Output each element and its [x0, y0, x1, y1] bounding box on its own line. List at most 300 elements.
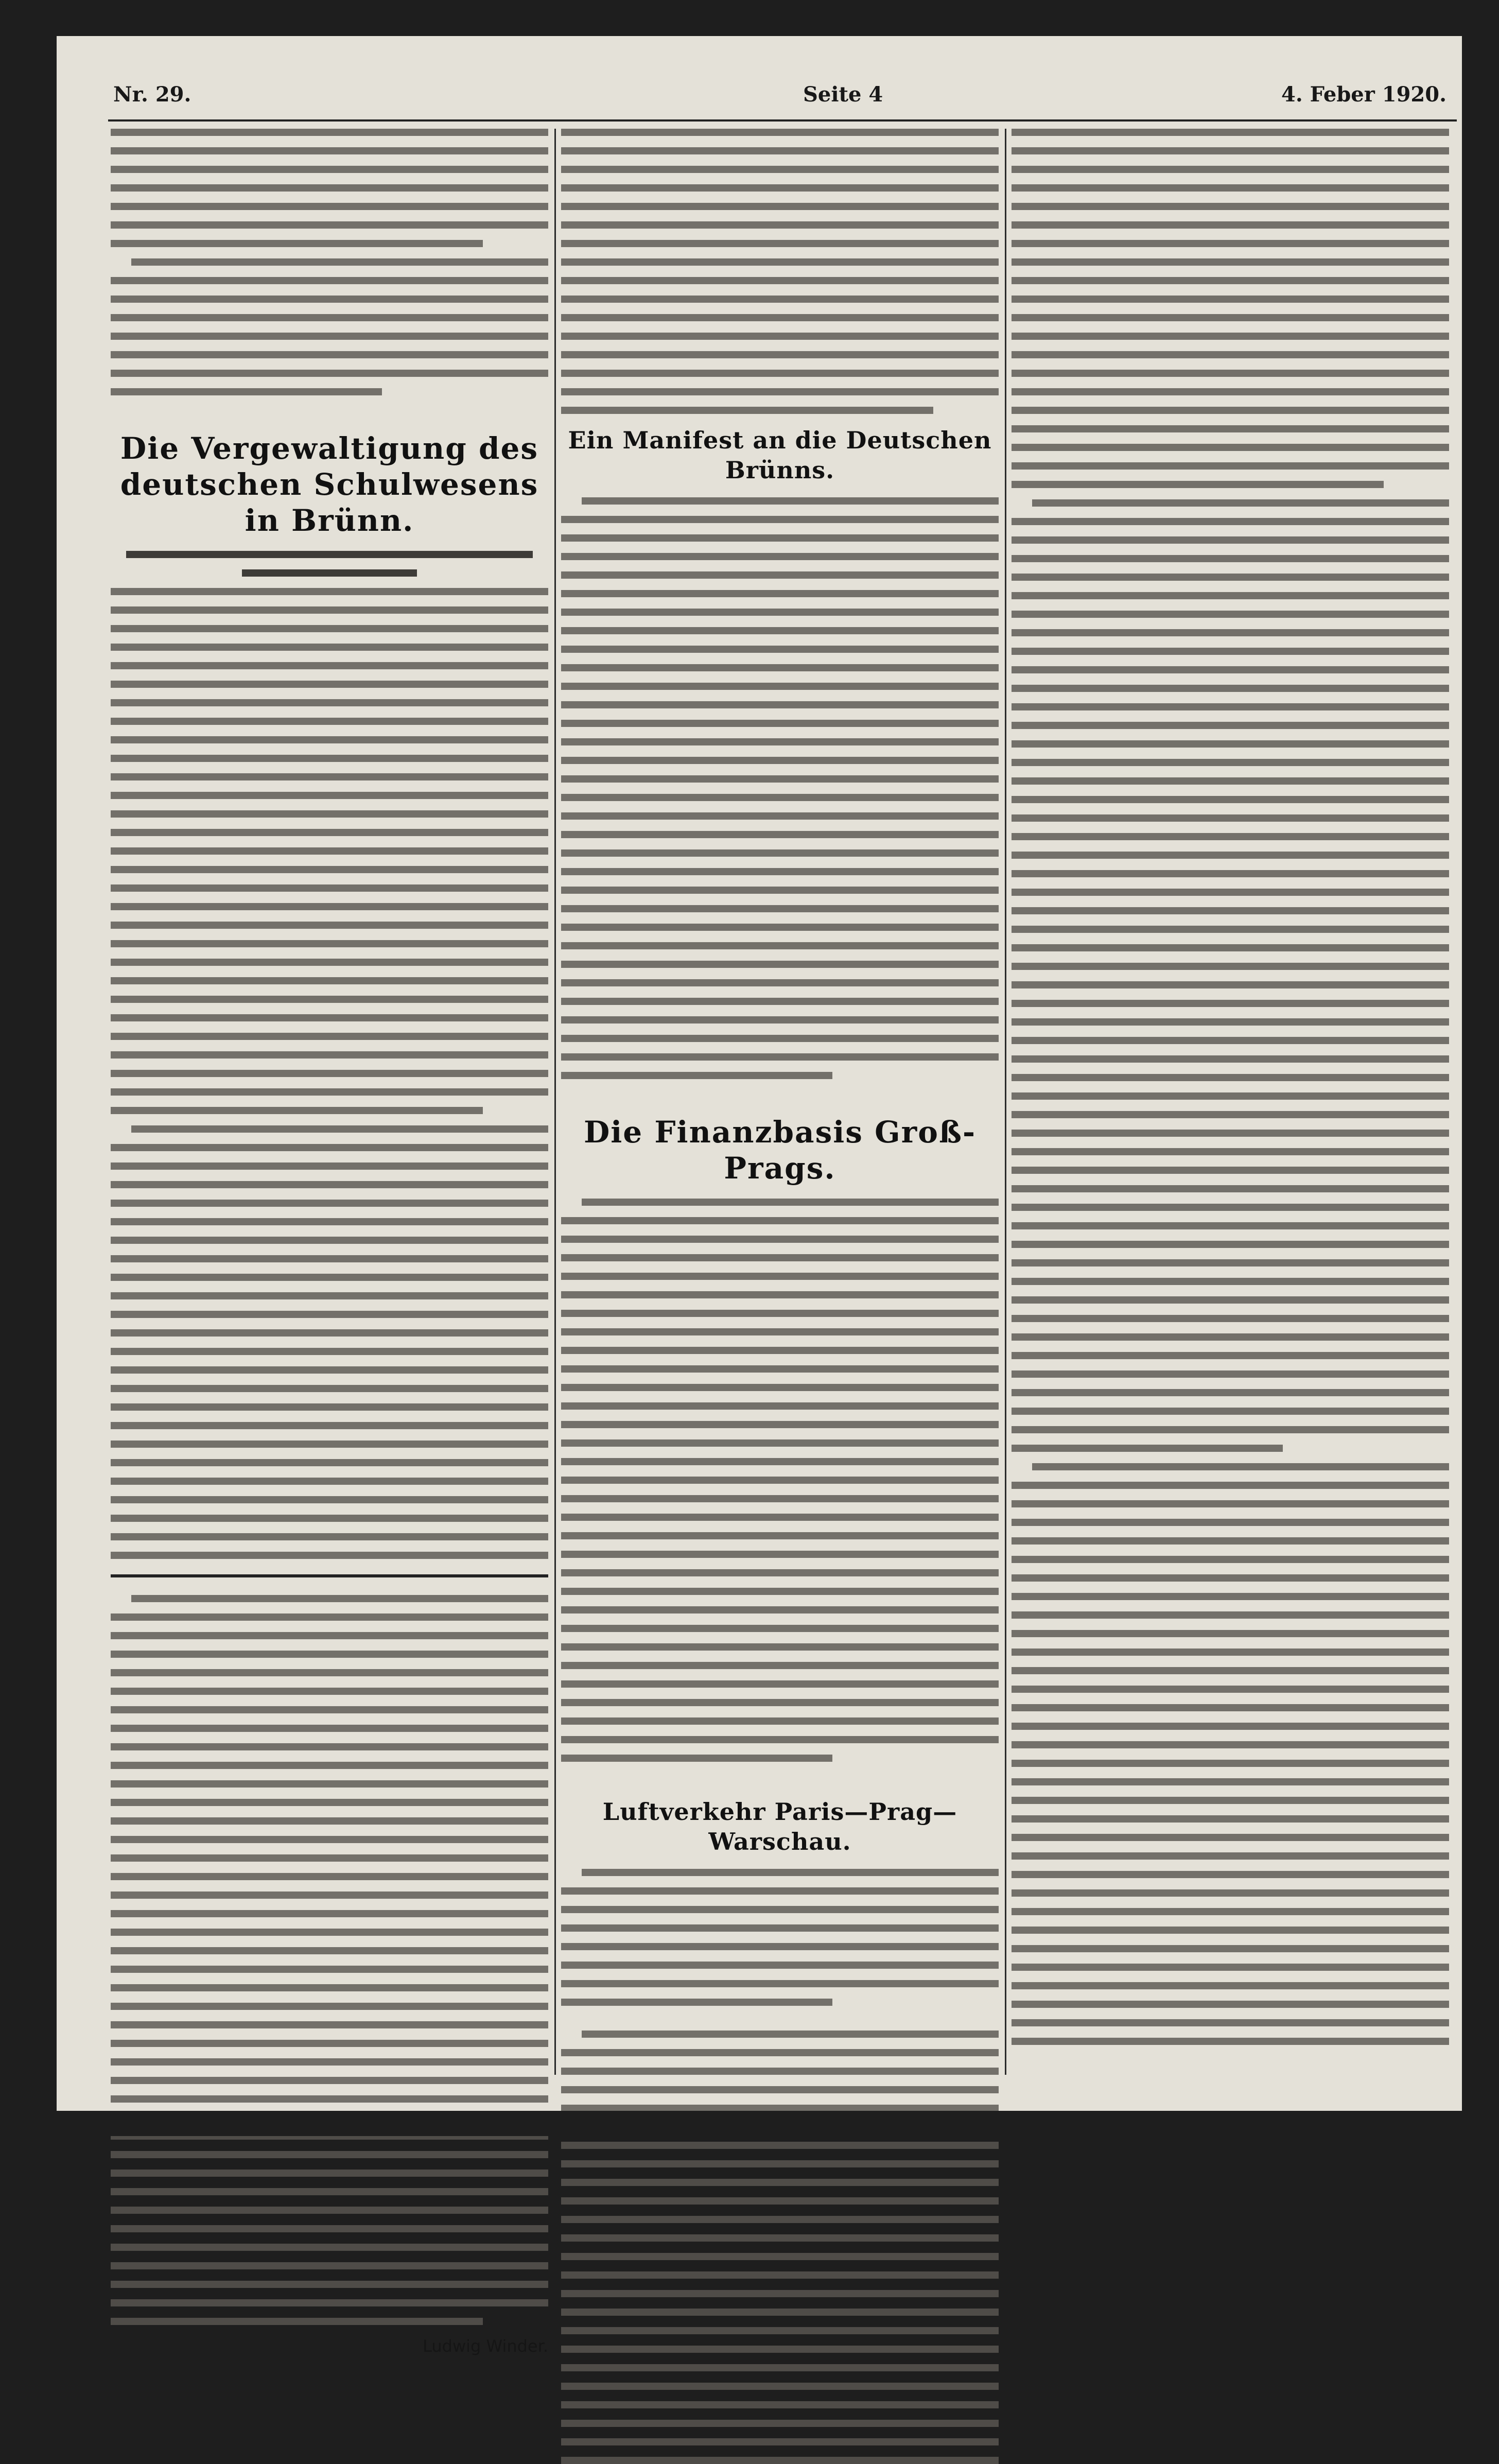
text-line [1012, 1593, 1449, 1600]
text-line [561, 1273, 999, 1280]
text-line [111, 996, 548, 1003]
text-line [1012, 1130, 1449, 1137]
text-line [561, 1402, 999, 1410]
text-line [111, 1329, 548, 1337]
text-line [1012, 1482, 1449, 1489]
text-line [1012, 1389, 1449, 1396]
text-line [111, 1292, 548, 1299]
text-line [561, 1980, 999, 1987]
text-line [126, 551, 533, 558]
text-line [1012, 1741, 1449, 1748]
text-line [1012, 258, 1449, 266]
text-line [111, 296, 548, 303]
text-line [1012, 444, 1449, 451]
text-line [111, 2151, 548, 2158]
text-line [561, 534, 999, 542]
text-line [561, 664, 999, 671]
text-line [131, 258, 548, 266]
text-line [111, 1688, 548, 1695]
text-line [1012, 1370, 1449, 1378]
text-line [561, 1569, 999, 1576]
column-3 [1012, 129, 1449, 2075]
scan-margin [57, 2111, 1462, 2136]
text-line [111, 2040, 548, 2047]
text-line [111, 681, 548, 688]
text-line [561, 1310, 999, 1317]
text-line [111, 1441, 548, 1448]
text-line [561, 979, 999, 986]
issue-date: 4. Feber 1920. [1281, 82, 1446, 107]
text-line [561, 1662, 999, 1669]
text-line [1012, 1000, 1449, 1007]
text-line [1012, 926, 1449, 933]
text-line [1012, 1611, 1449, 1619]
text-line [111, 203, 548, 210]
text-line [582, 1869, 999, 1876]
text-line [111, 922, 548, 929]
text-line [561, 1999, 832, 2006]
text-line [111, 1762, 548, 1769]
text-line [111, 1014, 548, 1021]
text-line [1012, 1408, 1449, 1415]
text-line [111, 388, 382, 395]
text-line [1012, 1241, 1449, 1248]
text-line [561, 720, 999, 727]
text-line [561, 1347, 999, 1354]
text-line [561, 2234, 999, 2242]
text-line [111, 1910, 548, 1917]
text-line [561, 757, 999, 764]
text-line [111, 1255, 548, 1262]
text-line [111, 221, 548, 229]
text-line [1012, 685, 1449, 692]
text-line [111, 2058, 548, 2066]
text-line [1012, 1723, 1449, 1730]
text-line [111, 1799, 548, 1806]
text-line [111, 755, 548, 762]
text-line [111, 1385, 548, 1392]
text-line [1012, 1055, 1449, 1063]
text-line [111, 959, 548, 966]
text-line [561, 646, 999, 653]
text-line [1012, 574, 1449, 581]
text-line [111, 2003, 548, 2010]
text-line [111, 1181, 548, 1188]
text-line [561, 2179, 999, 2186]
text-line [561, 998, 999, 1005]
text-line [561, 2068, 999, 2075]
text-line [111, 699, 548, 706]
text-line [561, 2197, 999, 2205]
text-line [1012, 944, 1449, 951]
text-line [111, 1743, 548, 1750]
text-line [1012, 1686, 1449, 1693]
text-line [1012, 722, 1449, 729]
text-line [111, 718, 548, 725]
text-line [1012, 2019, 1449, 2026]
text-line [111, 625, 548, 632]
column-1 [111, 129, 548, 2356]
text-line [1012, 981, 1449, 988]
text-line [111, 2281, 548, 2288]
text-line [1012, 1167, 1449, 1174]
text-line [1012, 240, 1449, 247]
text-line [561, 590, 999, 597]
text-line [561, 1755, 832, 1762]
text-line [1012, 1259, 1449, 1266]
text-line [561, 1551, 999, 1558]
text-line [561, 868, 999, 875]
text-line [1012, 1519, 1449, 1526]
text-line [561, 1291, 999, 1298]
text-line [561, 1736, 999, 1743]
text-line [111, 1237, 548, 1244]
text-line [1012, 166, 1449, 173]
text-line [1012, 889, 1449, 896]
text-line [111, 1033, 548, 1040]
text-line [111, 866, 548, 873]
text-line [111, 166, 548, 173]
text-line [1012, 611, 1449, 618]
text-line [561, 221, 999, 229]
text-line [111, 2244, 548, 2251]
text-line [561, 1421, 999, 1428]
text-line [561, 1887, 999, 1895]
text-line [1012, 666, 1449, 673]
text-line [561, 571, 999, 579]
text-line [111, 240, 483, 247]
text-line [1012, 1889, 1449, 1897]
text-line [561, 849, 999, 857]
text-line [111, 370, 548, 377]
text-line [561, 1943, 999, 1950]
text-line [1012, 1778, 1449, 1785]
text-line [561, 370, 999, 377]
text-line [1012, 796, 1449, 803]
text-line [1012, 1445, 1283, 1452]
text-line [561, 2253, 999, 2260]
text-line [561, 2160, 999, 2167]
text-line [1012, 536, 1449, 544]
text-line [1012, 777, 1449, 785]
masthead-rule [108, 119, 1457, 122]
text-line [561, 2327, 999, 2334]
text-line [111, 351, 548, 358]
text-line [1012, 703, 1449, 710]
text-line [1012, 648, 1449, 655]
text-line [1012, 1704, 1449, 1711]
text-line [561, 1717, 999, 1725]
text-line [111, 1706, 548, 1713]
text-line [1012, 221, 1449, 229]
text-line [111, 1107, 483, 1114]
text-line [111, 977, 548, 984]
text-line [111, 2188, 548, 2195]
text-line [561, 1016, 999, 1023]
text-line [111, 1854, 548, 1862]
text-line [111, 1162, 548, 1170]
text-line [561, 516, 999, 523]
text-line [1012, 277, 1449, 284]
text-line [111, 847, 548, 855]
text-line [111, 903, 548, 910]
text-line [582, 497, 999, 505]
text-line [561, 2364, 999, 2371]
text-line [561, 627, 999, 634]
text-line [561, 905, 999, 912]
text-line [1012, 1537, 1449, 1545]
text-line [111, 1613, 548, 1621]
text-line [1012, 963, 1449, 970]
text-line [111, 1403, 548, 1411]
text-line [1012, 296, 1449, 303]
text-line [111, 1200, 548, 1207]
text-line [1012, 1092, 1449, 1100]
text-line [1012, 1556, 1449, 1563]
text-line [111, 1780, 548, 1788]
text-line [1012, 184, 1449, 192]
text-line [561, 2216, 999, 2223]
text-line [561, 1477, 999, 1484]
text-line [561, 942, 999, 949]
text-line [1012, 1333, 1449, 1341]
text-line [1012, 1352, 1449, 1359]
text-line [1012, 129, 1449, 136]
article-heading: Die Vergewaltigung des deutschen Schulwesens in Brünn. [120, 431, 539, 538]
text-line [561, 1217, 999, 1224]
text-line [1012, 833, 1449, 840]
text-line [111, 1929, 548, 1936]
text-line [111, 736, 548, 743]
text-line [561, 2420, 999, 2427]
text-line [1012, 1667, 1449, 1674]
text-line [1012, 1815, 1449, 1823]
text-line [111, 884, 548, 892]
text-line [111, 1311, 548, 1318]
article-heading: Ein Manifest an die Deutschen Brünns. [568, 426, 992, 484]
text-line [111, 333, 548, 340]
text-line [1012, 1278, 1449, 1285]
text-line [131, 1595, 548, 1602]
text-line [561, 683, 999, 690]
text-line [111, 1515, 548, 1522]
text-line [111, 277, 548, 284]
text-line [111, 1836, 548, 1843]
text-line [111, 773, 548, 780]
text-line [561, 738, 999, 745]
text-line [561, 258, 999, 266]
text-line [561, 147, 999, 154]
text-line [1012, 1426, 1449, 1433]
issue-number: Nr. 29. [113, 82, 191, 107]
column-divider [1005, 129, 1006, 2075]
text-line [561, 1458, 999, 1465]
text-line [111, 314, 548, 321]
text-line [561, 2346, 999, 2353]
text-line [561, 1495, 999, 1502]
text-line [561, 2142, 999, 2149]
text-line [1012, 814, 1449, 822]
text-line [111, 1966, 548, 1973]
text-line [1012, 203, 1449, 210]
masthead [57, 82, 1462, 118]
text-line [1012, 462, 1449, 470]
text-line [111, 1947, 548, 1954]
text-line [111, 1892, 548, 1899]
text-line [111, 588, 548, 595]
text-line [561, 831, 999, 838]
text-line [561, 129, 999, 136]
article-separator [111, 1574, 548, 1577]
text-line [1012, 2038, 1449, 2045]
text-line [561, 314, 999, 321]
text-line [561, 775, 999, 783]
text-line [561, 2049, 999, 2056]
text-line [1012, 1018, 1449, 1026]
text-line [111, 644, 548, 651]
text-line [111, 1088, 548, 1096]
text-line [1012, 1296, 1449, 1304]
text-line [1012, 629, 1449, 636]
text-line [111, 1051, 548, 1059]
text-line [561, 2290, 999, 2297]
article-heading: Luftverkehr Paris—Prag—Warschau. [602, 1798, 957, 1855]
text-line [561, 701, 999, 708]
text-line [111, 1552, 548, 1559]
text-line [561, 1514, 999, 1521]
text-line [561, 1053, 999, 1061]
text-line [561, 407, 933, 414]
text-line [111, 2225, 548, 2232]
text-line [561, 1532, 999, 1539]
text-line [561, 1384, 999, 1391]
text-line [111, 1984, 548, 1991]
text-line [1012, 1037, 1449, 1044]
text-line [561, 2383, 999, 2390]
text-line [561, 2401, 999, 2408]
text-line [111, 940, 548, 947]
text-line [1012, 1185, 1449, 1192]
text-line [1012, 1111, 1449, 1118]
text-line [111, 792, 548, 799]
text-line [561, 277, 999, 284]
text-line [1032, 1463, 1449, 1470]
text-line [561, 1439, 999, 1447]
text-line [561, 333, 999, 340]
text-line [1012, 1871, 1449, 1878]
text-line [1012, 425, 1449, 432]
text-line [561, 203, 999, 210]
text-line [561, 1625, 999, 1632]
text-line [111, 1144, 548, 1151]
text-line [561, 1365, 999, 1373]
text-line [111, 147, 548, 154]
text-line [1012, 351, 1449, 358]
text-line [561, 1924, 999, 1932]
text-line [561, 388, 999, 395]
text-line [111, 2262, 548, 2269]
text-line [111, 2077, 548, 2084]
text-line [561, 553, 999, 560]
text-line [111, 1422, 548, 1429]
text-line [1012, 852, 1449, 859]
article-signature: Ludwig Winder. [423, 2336, 548, 2356]
text-line [1012, 407, 1449, 414]
text-line [1012, 518, 1449, 525]
text-line [561, 609, 999, 616]
text-line [111, 810, 548, 818]
text-line [1012, 1315, 1449, 1322]
text-line [561, 1643, 999, 1651]
text-line [1012, 1760, 1449, 1767]
text-line [1012, 370, 1449, 377]
text-line [111, 1817, 548, 1825]
text-line [561, 1072, 832, 1079]
text-line [1012, 1834, 1449, 1841]
text-line [1012, 1500, 1449, 1507]
text-line [561, 1328, 999, 1335]
text-line [111, 129, 548, 136]
text-line [111, 2299, 548, 2306]
text-line [111, 662, 548, 669]
text-line [561, 1680, 999, 1688]
text-line [1012, 333, 1449, 340]
text-line [111, 1366, 548, 1374]
text-line [1012, 1222, 1449, 1229]
text-line [561, 1254, 999, 1261]
text-line [561, 887, 999, 894]
text-line [111, 1348, 548, 1355]
text-line [561, 794, 999, 801]
text-line [1012, 1204, 1449, 1211]
text-line [561, 961, 999, 968]
text-line [1012, 1074, 1449, 1081]
text-line [111, 2021, 548, 2028]
text-line [1012, 1945, 1449, 1952]
column-divider [554, 129, 556, 2075]
text-line [242, 569, 417, 577]
text-line [111, 1496, 548, 1503]
text-line [561, 2457, 999, 2464]
text-line [1012, 1574, 1449, 1582]
text-line [561, 1236, 999, 1243]
text-line [111, 1274, 548, 1281]
text-line [561, 1606, 999, 1613]
text-line [561, 2086, 999, 2093]
text-line [1012, 1908, 1449, 1915]
text-line [111, 829, 548, 836]
text-line [111, 1632, 548, 1639]
text-line [561, 1962, 999, 1969]
text-line [111, 1873, 548, 1880]
text-line [1012, 314, 1449, 321]
text-line [1012, 592, 1449, 599]
text-line [1012, 1148, 1449, 1155]
text-line [111, 606, 548, 614]
text-line [111, 2207, 548, 2214]
text-line [561, 1035, 999, 1042]
text-line [561, 812, 999, 820]
text-line [561, 351, 999, 358]
text-line [111, 1533, 548, 1540]
text-line [1012, 481, 1384, 488]
text-line [561, 924, 999, 931]
text-line [1012, 740, 1449, 748]
column-2 [561, 129, 999, 2075]
text-line [1012, 907, 1449, 914]
text-line [1012, 759, 1449, 766]
text-line [561, 240, 999, 247]
